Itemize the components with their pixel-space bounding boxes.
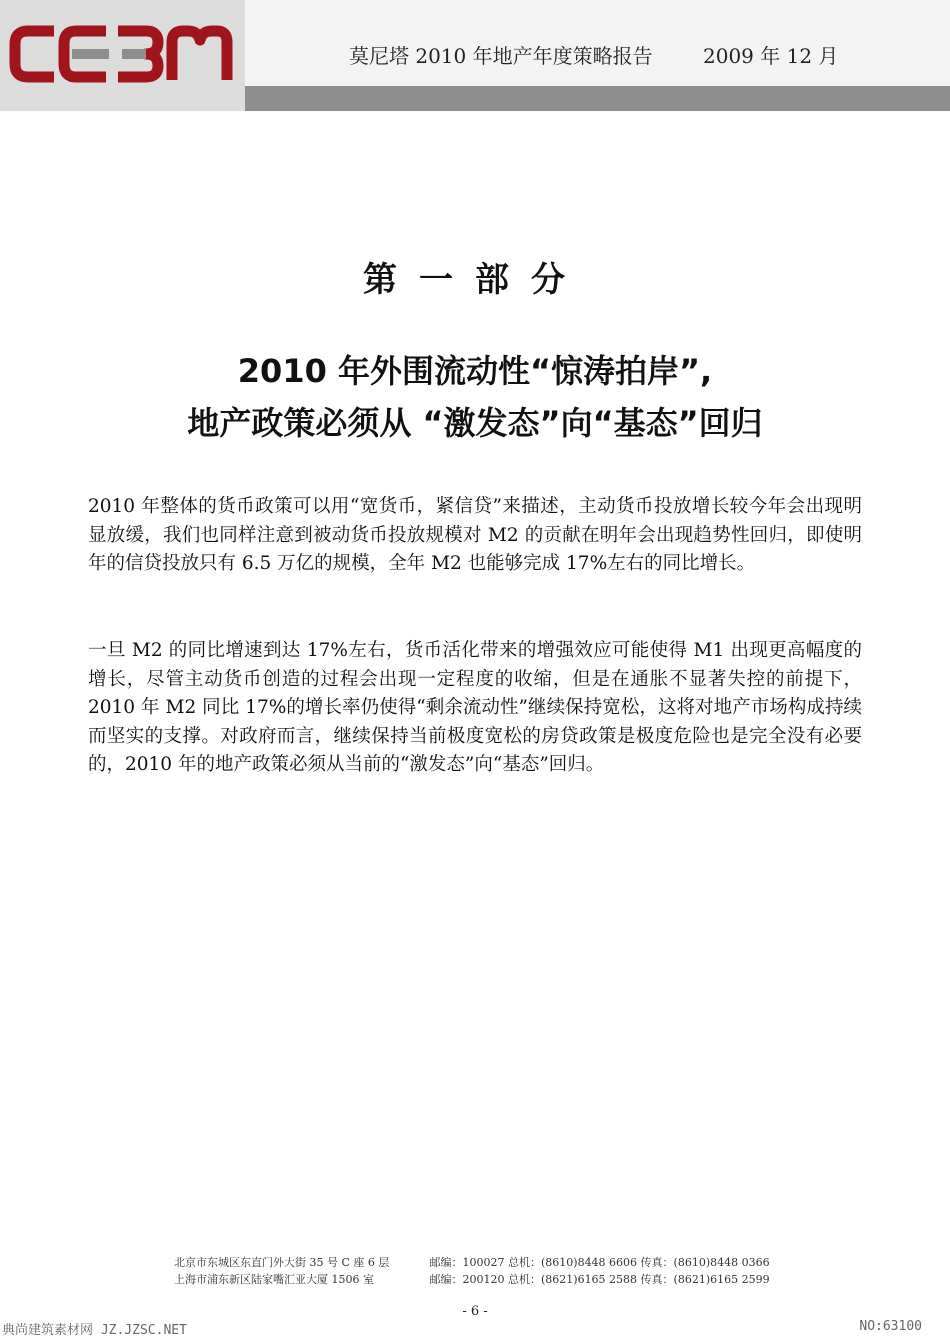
report-date: 2009 年 12 月 <box>703 44 839 68</box>
shanghai-contact: 邮编：200120 总机：(8621)6165 2588 传真：(8621)6165 2599 <box>429 1273 770 1286</box>
cebm-logo <box>6 18 234 90</box>
beijing-contact: 邮编：100027 总机：(8610)8448 6606 传真：(8610)8448 0366 <box>429 1256 770 1269</box>
beijing-address: 北京市东城区东直门外大街 35 号 C 座 6 层 <box>174 1256 390 1269</box>
footer-contact-block <box>174 1254 770 1288</box>
main-title-line-1: 2010 年外围流动性“惊涛拍岸”, <box>237 352 713 390</box>
watermark-number: NO:63100 <box>859 1319 922 1334</box>
section-heading: 第一部分 <box>363 260 587 300</box>
page-number: - 6 - <box>462 1304 488 1319</box>
footer-row-shanghai <box>174 1271 770 1288</box>
body-paragraph-1: 2010 年整体的货币政策可以用“宽货币，紧信贷”来描述，主动货币投放增长较今年会出现明显放缓，我们也同样注意到被动货币投放规模对 M2 的贡献在明年会出现趋势性回归，即使明年的信贷投放只有 6.5 万亿的规模，全年 M2 也能够完成 17%左右的同比增长。 <box>88 496 862 574</box>
main-title <box>60 345 890 449</box>
footer-row-beijing <box>174 1254 770 1271</box>
main-title-line-2: 地产政策必须从 “激发态”向“基态”回归 <box>187 404 763 442</box>
watermark-site: 典尚建筑素材网 JZ.JZSC.NET <box>2 1323 187 1338</box>
header-grey-bar <box>245 86 950 111</box>
report-title: 莫尼塔 2010 年地产年度策略报告 <box>349 44 653 68</box>
shanghai-address: 上海市浦东新区陆家嘴汇亚大厦 1506 室 <box>174 1273 374 1286</box>
body-paragraph-2: 一旦 M2 的同比增速到达 17%左右，货币活化带来的增强效应可能使得 M1 出现更高幅度的增长，尽管主动货币创造的过程会出现一定程度的收缩，但是在通胀不显著失控的前提下，2010 年 M2 同比 17%的增长率仍使得“剩余流动性”继续保持宽松，这将对地产市场构成持续而坚实的支撑。对政府而言，继续保持当前极度宽松的房贷政策是极度危险也是完全没有必要的，2010 年的地产政策必须从当前的“激发态”向“基态”回归。 <box>88 640 862 775</box>
